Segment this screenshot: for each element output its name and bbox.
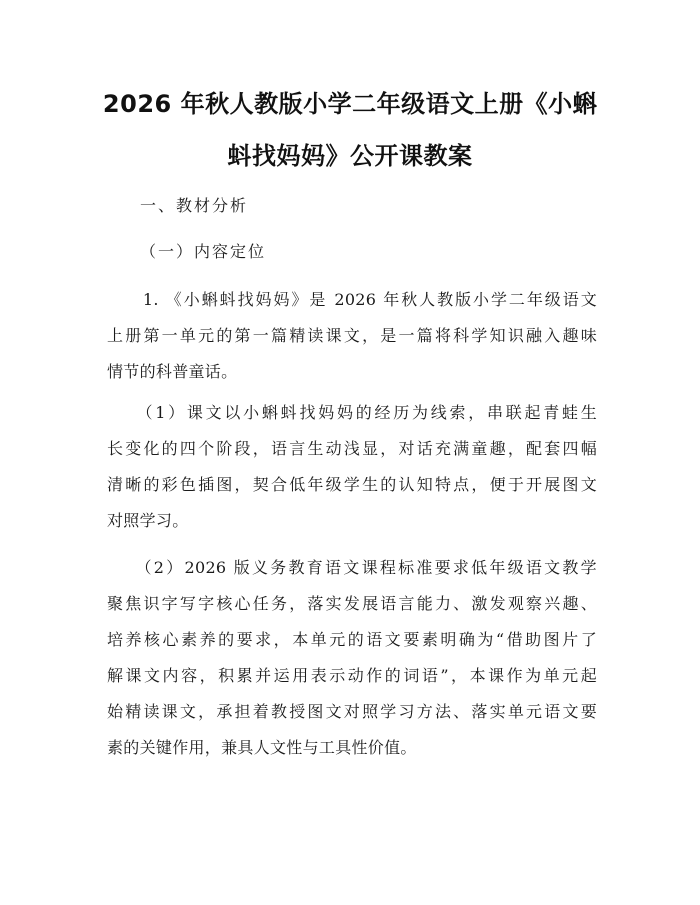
section-heading-textbook-analysis: 一、教材分析 — [140, 196, 249, 215]
paragraph-3-line-5: 始精读课文，承担着教授图文对照学习方法、落实单元语文要 — [107, 702, 597, 721]
paragraph-2 — [107, 395, 597, 539]
paragraph-1-line-2: 上册第一单元的第一篇精读课文，是一篇将科学知识融入趣味 — [107, 326, 597, 345]
paragraph-3-line-6: 素的关键作用，兼具人文性与工具性价值。 — [107, 738, 417, 757]
paragraph-1-line-3: 情节的科普童话。 — [107, 362, 238, 381]
paragraph-3-line-3: 培养核心素养的要求，本单元的语文要素明确为“借助图片了 — [107, 630, 597, 649]
paragraph-2-line-2: 长变化的四个阶段，语言生动浅显，对话充满童趣，配套四幅 — [107, 439, 597, 458]
document-title — [95, 78, 605, 182]
paragraph-3-line-4: 解课文内容，积累并运用表示动作的词语”，本课作为单元起 — [107, 666, 597, 685]
title-line-1: 2026 年秋人教版小学二年级语文上册《小蝌 — [102, 90, 598, 118]
paragraph-3-line-2: 聚焦识字写字核心任务，落实发展语言能力、激发观察兴趣、 — [107, 594, 597, 613]
paragraph-1 — [107, 282, 597, 390]
paragraph-1-line-1: 1. 《小蝌蚪找妈妈》是 2026 年秋人教版小学二年级语文 — [107, 290, 597, 309]
paragraph-3-line-1: （2）2026 版义务教育语文课程标准要求低年级语文教学 — [107, 558, 597, 577]
title-line-2: 蚪找妈妈》公开课教案 — [227, 142, 473, 170]
paragraph-3 — [107, 550, 597, 766]
paragraph-2-line-4: 对照学习。 — [107, 511, 189, 530]
paragraph-2-line-3: 清晰的彩色插图，契合低年级学生的认知特点，便于开展图文 — [107, 475, 597, 494]
subsection-heading-content-positioning: （一）内容定位 — [140, 242, 267, 261]
paragraph-2-line-1: （1）课文以小蝌蚪找妈妈的经历为线索，串联起青蛙生 — [107, 403, 597, 422]
